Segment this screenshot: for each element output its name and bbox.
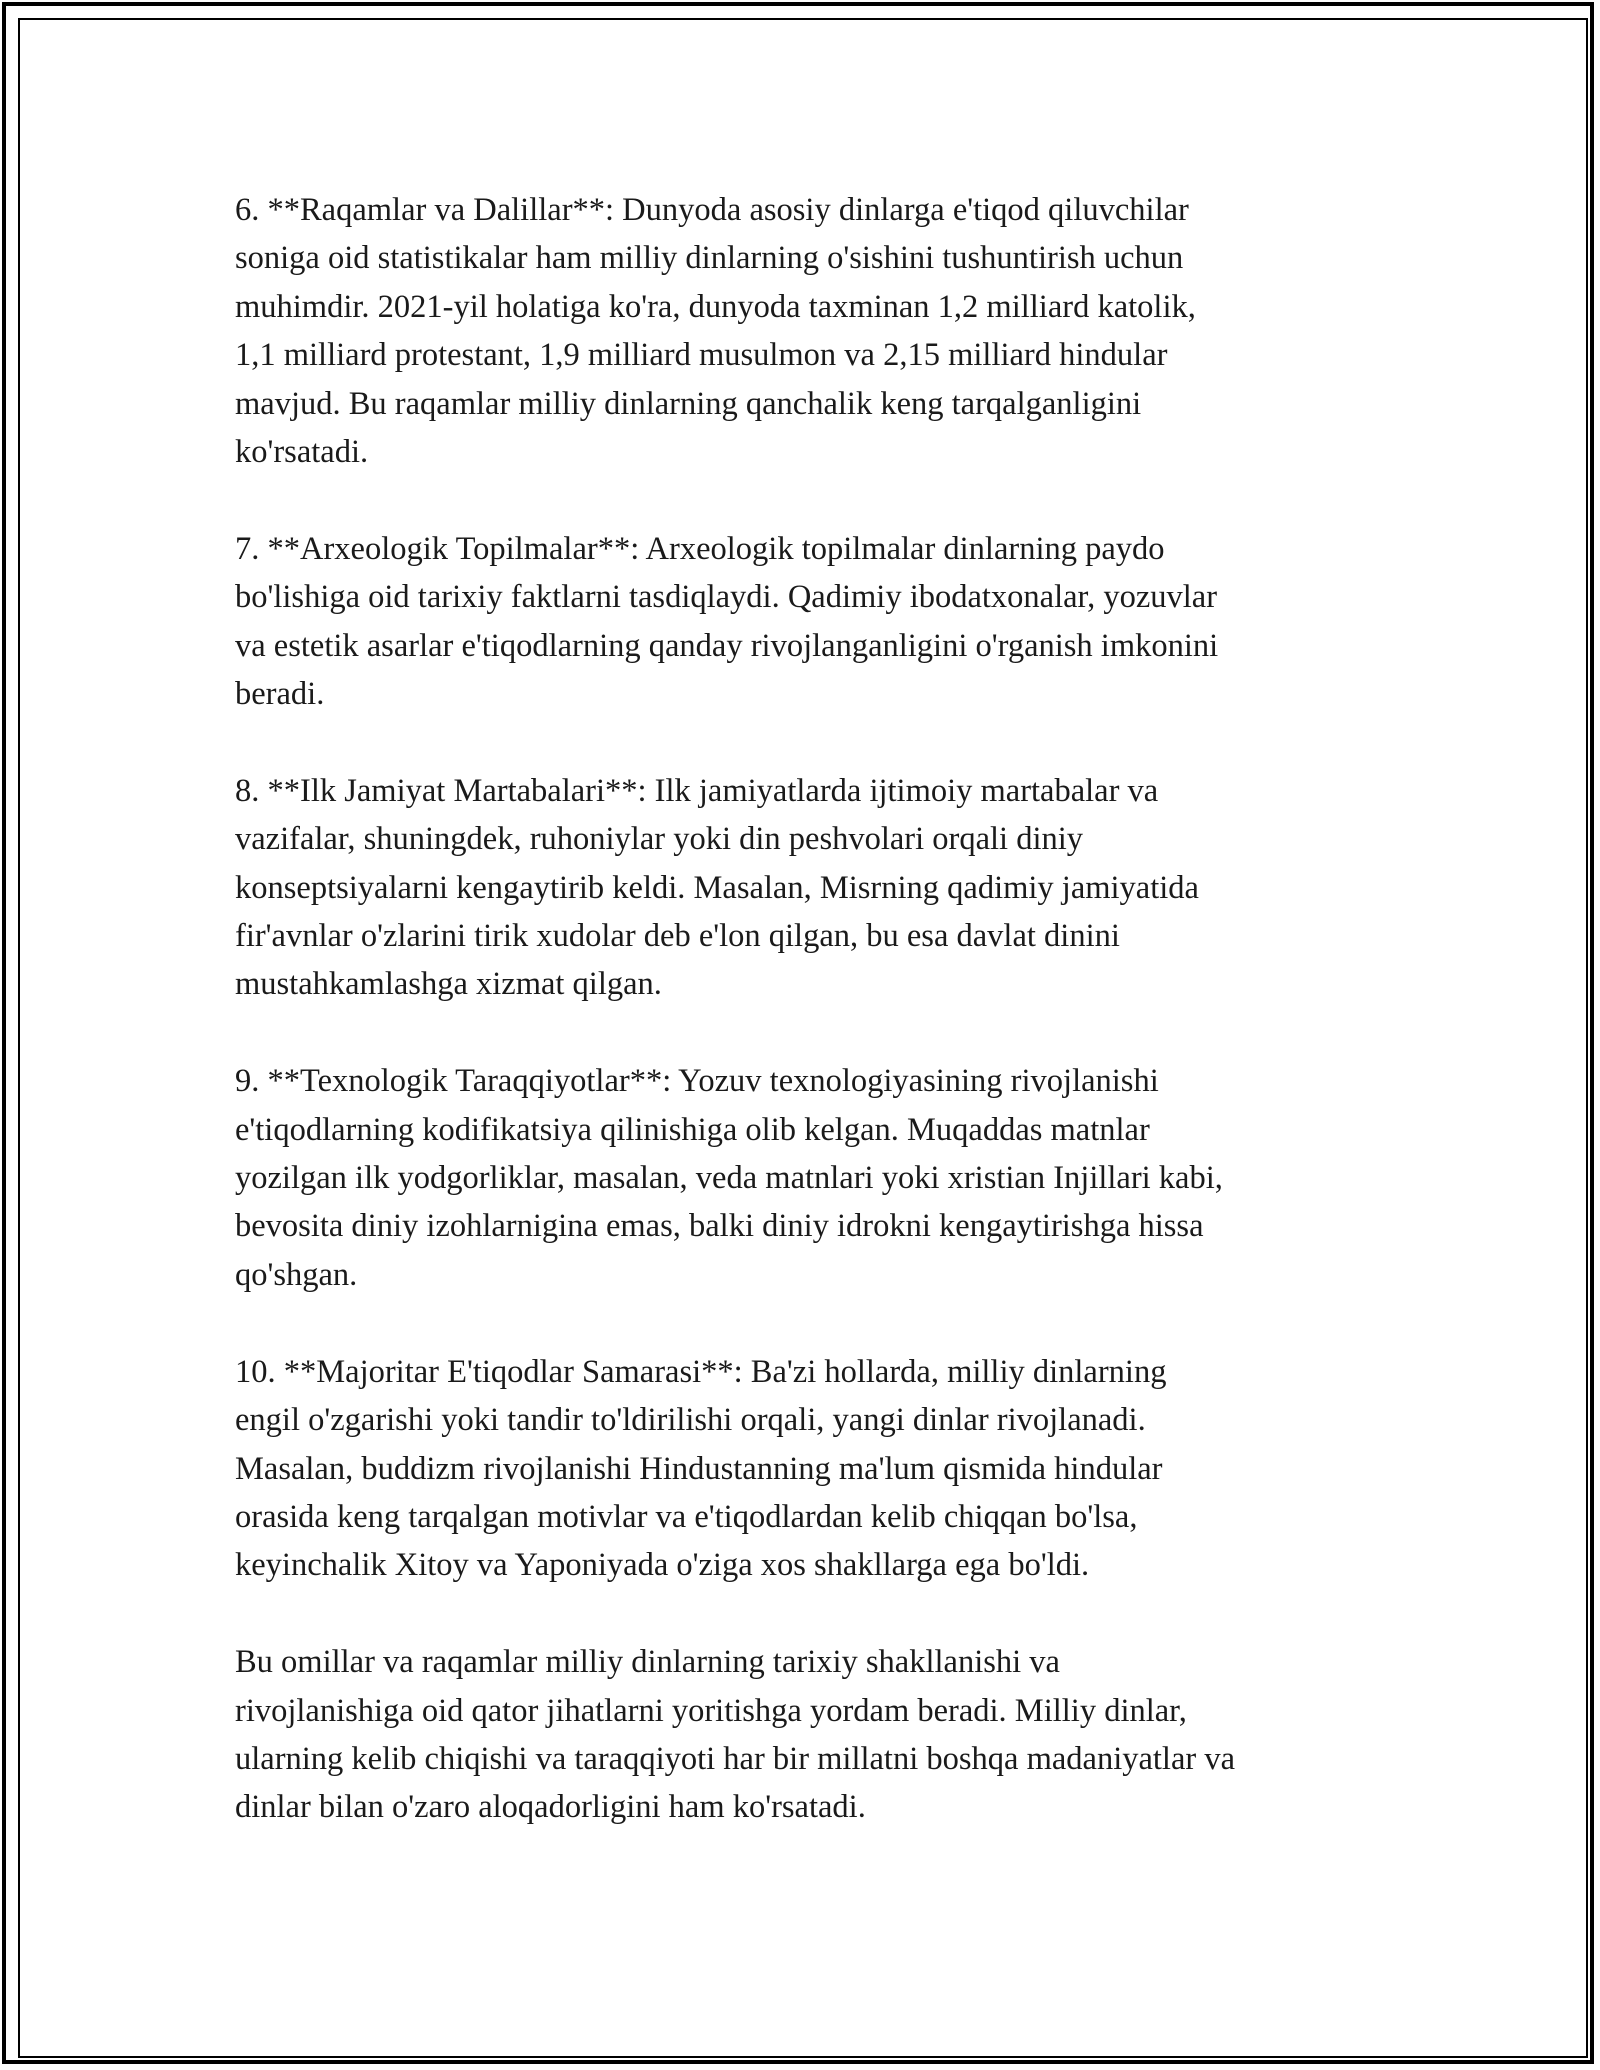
text-line: konseptsiyalarni kengaytirib keldi. Masalan, Misrning qadimiy jamiyatida — [235, 869, 1199, 906]
text-line: beradi. — [235, 676, 325, 713]
text-line: 8. **Ilk Jamiyat Martabalari**: Ilk jamiyatlarda ijtimoiy martabalar va — [235, 772, 1159, 809]
text-line: fir'avnlar o'zlarini tirik xudolar deb e'lon qilgan, bu esa davlat dinini — [235, 918, 1120, 955]
text-line: engil o'zgarishi yoki tandir to'ldirilishi orqali, yangi dinlar rivojlanadi. — [235, 1402, 1146, 1439]
text-line: ko'rsatadi. — [235, 434, 369, 471]
text-line: mavjud. Bu raqamlar milliy dinlarning qanchalik keng tarqalganligini — [235, 385, 1142, 422]
text-line: Masalan, buddizm rivojlanishi Hindustanning ma'lum qismida hindular — [235, 1450, 1163, 1487]
paragraph-6-raqamlar-va-dalillar — [235, 186, 1375, 476]
paragraph-10-majoritar-etiqodlar-samarasi — [235, 1348, 1375, 1590]
text-line: dinlar bilan o'zaro aloqadorligini ham ko'rsatadi. — [235, 1789, 866, 1826]
text-line: ularning kelib chiqishi va taraqqiyoti har bir millatni boshqa madaniyatlar va — [235, 1740, 1236, 1777]
text-line: 10. **Majoritar E'tiqodlar Samarasi**: Ba'zi hollarda, milliy dinlarning — [235, 1353, 1167, 1390]
text-line: 9. **Texnologik Taraqqiyotlar**: Yozuv texnologiyasining rivojlanishi — [235, 1063, 1159, 1100]
text-line: bo'lishiga oid tarixiy faktlarni tasdiqlaydi. Qadimiy ibodatxonalar, yozuvlar — [235, 579, 1218, 616]
text-line: muhimdir. 2021-yil holatiga ko'ra, dunyoda taxminan 1,2 milliard katolik, — [235, 288, 1196, 325]
document-body — [235, 186, 1375, 1880]
text-line: va estetik asarlar e'tiqodlarning qanday rivojlanganligini o'rganish imkonini — [235, 627, 1219, 664]
paragraph-9-texnologik-taraqqiyotlar — [235, 1057, 1375, 1299]
paragraph-conclusion — [235, 1638, 1375, 1832]
text-line: bevosita diniy izohlarnigina emas, balki diniy idrokni kengaytirishga hissa — [235, 1208, 1204, 1245]
text-line: Bu omillar va raqamlar milliy dinlarning tarixiy shakllanishi va — [235, 1644, 1060, 1681]
paragraph-8-ilk-jamiyat-martabalari — [235, 767, 1375, 1009]
text-line: 7. **Arxeologik Topilmalar**: Arxeologik topilmalar dinlarning paydo — [235, 530, 1165, 567]
text-line: yozilgan ilk yodgorliklar, masalan, veda matnlari yoki xristian Injillari kabi, — [235, 1160, 1223, 1197]
text-line: rivojlanishiga oid qator jihatlarni yoritishga yordam beradi. Milliy dinlar, — [235, 1692, 1187, 1729]
text-line: keyinchalik Xitoy va Yaponiyada o'ziga xos shakllarga ega bo'ldi. — [235, 1547, 1090, 1584]
text-line: qo'shgan. — [235, 1256, 358, 1293]
text-line: vazifalar, shuningdek, ruhoniylar yoki din peshvolari orqali diniy — [235, 821, 1084, 858]
text-line: mustahkamlashga xizmat qilgan. — [235, 966, 662, 1003]
text-line: 1,1 milliard protestant, 1,9 milliard musulmon va 2,15 milliard hindular — [235, 337, 1168, 374]
text-line: soniga oid statistikalar ham milliy dinlarning o'sishini tushuntirish uchun — [235, 240, 1184, 277]
paragraph-7-arxeologik-topilmalar — [235, 525, 1375, 719]
text-line: orasida keng tarqalgan motivlar va e'tiqodlardan kelib chiqqan bo'lsa, — [235, 1498, 1138, 1535]
text-line: 6. **Raqamlar va Dalillar**: Dunyoda asosiy dinlarga e'tiqod qiluvchilar — [235, 192, 1189, 228]
text-line: e'tiqodlarning kodifikatsiya qilinishiga olib kelgan. Muqaddas matnlar — [235, 1111, 1150, 1148]
